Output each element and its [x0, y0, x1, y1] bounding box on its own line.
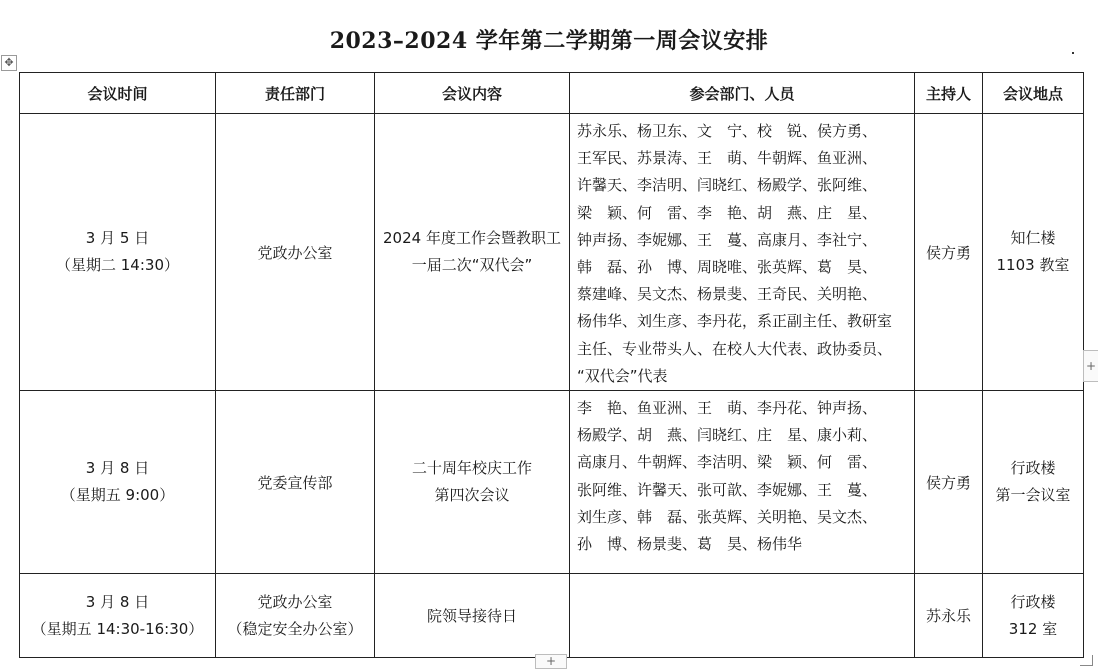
location	[983, 391, 1084, 574]
header-row	[20, 73, 1084, 114]
attendee-line: 梁 颖、何 雷、李 艳、胡 燕、庄 星、	[577, 203, 878, 222]
meeting-time	[20, 391, 216, 574]
table-row	[20, 574, 1084, 658]
stray-dot	[1072, 52, 1074, 54]
attendee-line: 钟声扬、李妮娜、王 蔓、高康月、李社宁、	[577, 230, 878, 249]
attendee-line: 韩 磊、孙 博、周晓唯、张英辉、葛 昊、	[577, 258, 878, 277]
responsible-dept	[216, 391, 375, 574]
host: 侯方勇	[915, 391, 983, 574]
dept-line: （稳定安全办公室）	[227, 619, 363, 638]
meeting-content	[375, 114, 570, 391]
location-room: 312 室	[1008, 619, 1058, 638]
header-location: 会议地点	[983, 73, 1084, 114]
table-row	[20, 114, 1084, 391]
meeting-time	[20, 574, 216, 658]
header-time: 会议时间	[20, 73, 216, 114]
time-weekday: （星期五 9:00）	[60, 486, 175, 505]
location-room: 1103 教室	[996, 256, 1070, 275]
location	[983, 114, 1084, 391]
time-weekday: （星期五 14:30-16:30）	[31, 619, 204, 638]
add-row-plus-icon[interactable]: +	[535, 654, 567, 669]
content-line: 第四次会议	[434, 486, 510, 505]
attendee-line: 刘生彦、韩 磊、张英辉、关明艳、吴文杰、	[577, 507, 878, 526]
host: 苏永乐	[915, 574, 983, 658]
attendee-line: 苏永乐、杨卫东、文 宁、校 锐、侯方勇、	[577, 122, 878, 140]
content-line: 院领导接待日	[426, 607, 517, 626]
dept-line: 党委宣传部	[257, 473, 333, 492]
meeting-content	[375, 391, 570, 574]
responsible-dept	[216, 574, 375, 658]
time-date: 3 月 8 日	[85, 592, 150, 611]
attendee-line: 杨殿学、胡 燕、闫晓红、庄 星、康小莉、	[577, 426, 878, 445]
content-line: 二十周年校庆工作	[411, 459, 532, 478]
location-building: 行政楼	[1010, 459, 1056, 478]
meeting-content	[375, 574, 570, 658]
attendee-line: 张阿维、许馨天、张可歆、李妮娜、王 蔓、	[577, 480, 878, 499]
responsible-dept	[216, 114, 375, 391]
attendee-line: 主任、专业带头人、在校人大代表、政协委员、	[577, 339, 893, 358]
attendees	[570, 114, 915, 391]
attendee-line: “双代会”代表	[577, 366, 668, 385]
location	[983, 574, 1084, 658]
location-room: 第一会议室	[995, 486, 1071, 505]
content-line: 一届二次“双代会”	[411, 256, 533, 275]
table-resize-handle-icon[interactable]	[1080, 655, 1093, 666]
dept-line: 党政办公室	[257, 592, 333, 611]
dept-line: 党政办公室	[257, 243, 333, 262]
time-weekday: （星期二 14:30）	[56, 256, 179, 275]
attendee-line: 高康月、牛朝辉、李洁明、梁 颖、何 雷、	[577, 453, 878, 472]
attendees	[570, 391, 915, 574]
attendee-line: 杨伟华、刘生彦、李丹花，系正副主任、教研室	[577, 312, 893, 331]
time-date: 3 月 5 日	[85, 229, 150, 248]
location-building: 行政楼	[1010, 592, 1056, 611]
add-column-plus-icon[interactable]: +	[1083, 350, 1098, 382]
attendee-line: 王军民、苏景涛、王 萌、牛朝辉、鱼亚洲、	[577, 149, 878, 168]
attendees	[570, 574, 915, 658]
meeting-schedule-table	[19, 72, 1084, 658]
attendee-line: 蔡建峰、吴文杰、杨景斐、王奇民、关明艳、	[577, 285, 878, 304]
attendee-line: 李 艳、鱼亚洲、王 萌、李丹花、钟声扬、	[577, 399, 878, 418]
attendee-line: 孙 博、杨景斐、葛 昊、杨伟华	[577, 535, 803, 554]
content-line: 2024 年度工作会暨教职工	[383, 229, 561, 248]
page-title: 2023–2024 学年第二学期第一周会议安排	[329, 28, 769, 54]
header-people: 参会部门、人员	[570, 73, 915, 114]
header-dept: 责任部门	[216, 73, 375, 114]
location-building: 知仁楼	[1010, 229, 1056, 248]
host: 侯方勇	[915, 114, 983, 391]
header-content: 会议内容	[375, 73, 570, 114]
meeting-time	[20, 114, 216, 391]
header-host: 主持人	[915, 73, 983, 114]
table-row	[20, 391, 1084, 574]
time-date: 3 月 8 日	[85, 459, 150, 478]
attendee-line: 许馨天、李洁明、闫晓红、杨殿学、张阿维、	[577, 176, 878, 195]
table-move-handle-icon[interactable]: ✥	[1, 55, 17, 71]
